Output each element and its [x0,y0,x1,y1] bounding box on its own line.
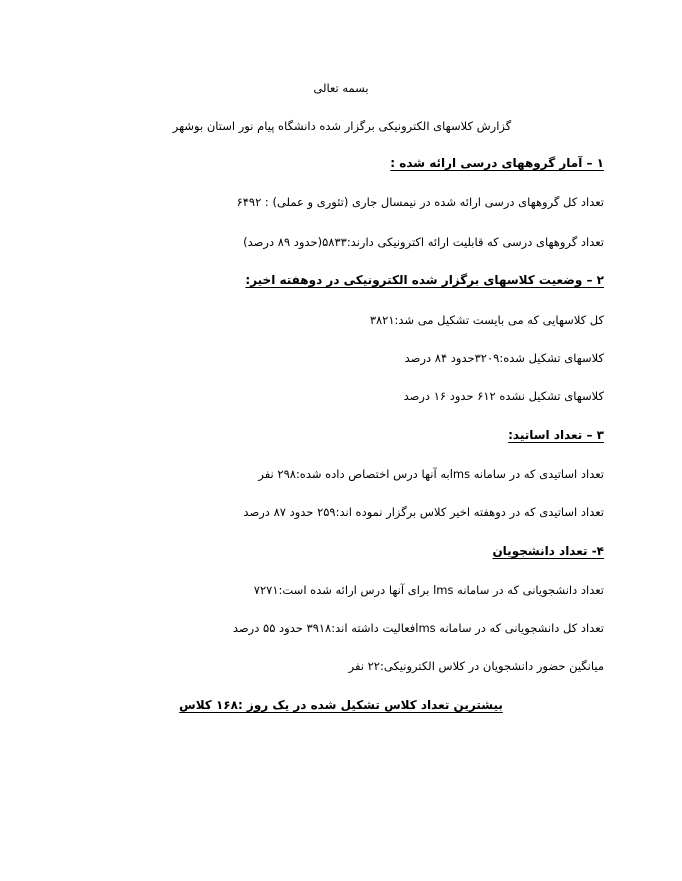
section-1-line-1: تعداد کل گروههای درسی ارائه شده در نیمسال جاری (تئوری و عملی) : ۶۴۹۲ [236,195,604,209]
section-3-heading: ۳ – تعداد اساتید: [508,428,604,442]
section-2-line-1: کل کلاسهایی که می بایست تشکیل می شد:۳۸۲۱ [369,313,604,327]
section-3-line-1: تعداد اساتیدی که در سامانه lmsبه آنها درس اختصاص داده شده:۲۹۸ نفر [258,467,604,481]
section-2-heading: ۲ – وضعیت کلاسهای برگزار شده الکترونیکی در دوهفته اخیر: [245,273,604,287]
section-2-line-2: کلاسهای تشکیل شده:۳۲۰۹حدود ۸۴ درصد [404,351,604,365]
section-2-line-3: کلاسهای تشکیل نشده ۶۱۲ حدود ۱۶ درصد [403,389,604,403]
section-3-line-2: تعداد اساتیدی که در دوهفته اخیر کلاس برگزار نموده اند:۲۵۹ حدود ۸۷ درصد [243,505,604,519]
summary-line: بیشترین تعداد کلاس تشکیل شده در یک روز :۱۶۸ کلاس [179,698,503,712]
section-1-heading: ۱ – آمار گروههای درسی ارائه شده : [390,156,604,170]
section-1-line-2: تعداد گروههای درسی که قابلیت ارائه اکترونیکی دارند:۵۸۳۳(حدود ۸۹ درصد) [243,235,604,249]
section-4-line-3: میانگین حضور دانشجویان در کلاس الکترونیکی:۲۲ نفر [348,659,604,673]
section-4-line-1: تعداد دانشجویانی که در سامانه lms برای آنها درس ارائه شده است:۷۲۷۱ [253,583,604,597]
section-4-line-2: تعداد کل دانشجویانی که در سامانه lmsفعالیت داشته اند:۳۹۱۸ حدود ۵۵ درصد [232,621,604,635]
invocation: بسمه تعالی [313,81,369,95]
section-4-heading: ۴- تعداد دانشجویان [492,544,604,558]
report-title: گزارش کلاسهای الکترونیکی برگزار شده دانشگاه پیام نور استان بوشهر [172,119,512,133]
